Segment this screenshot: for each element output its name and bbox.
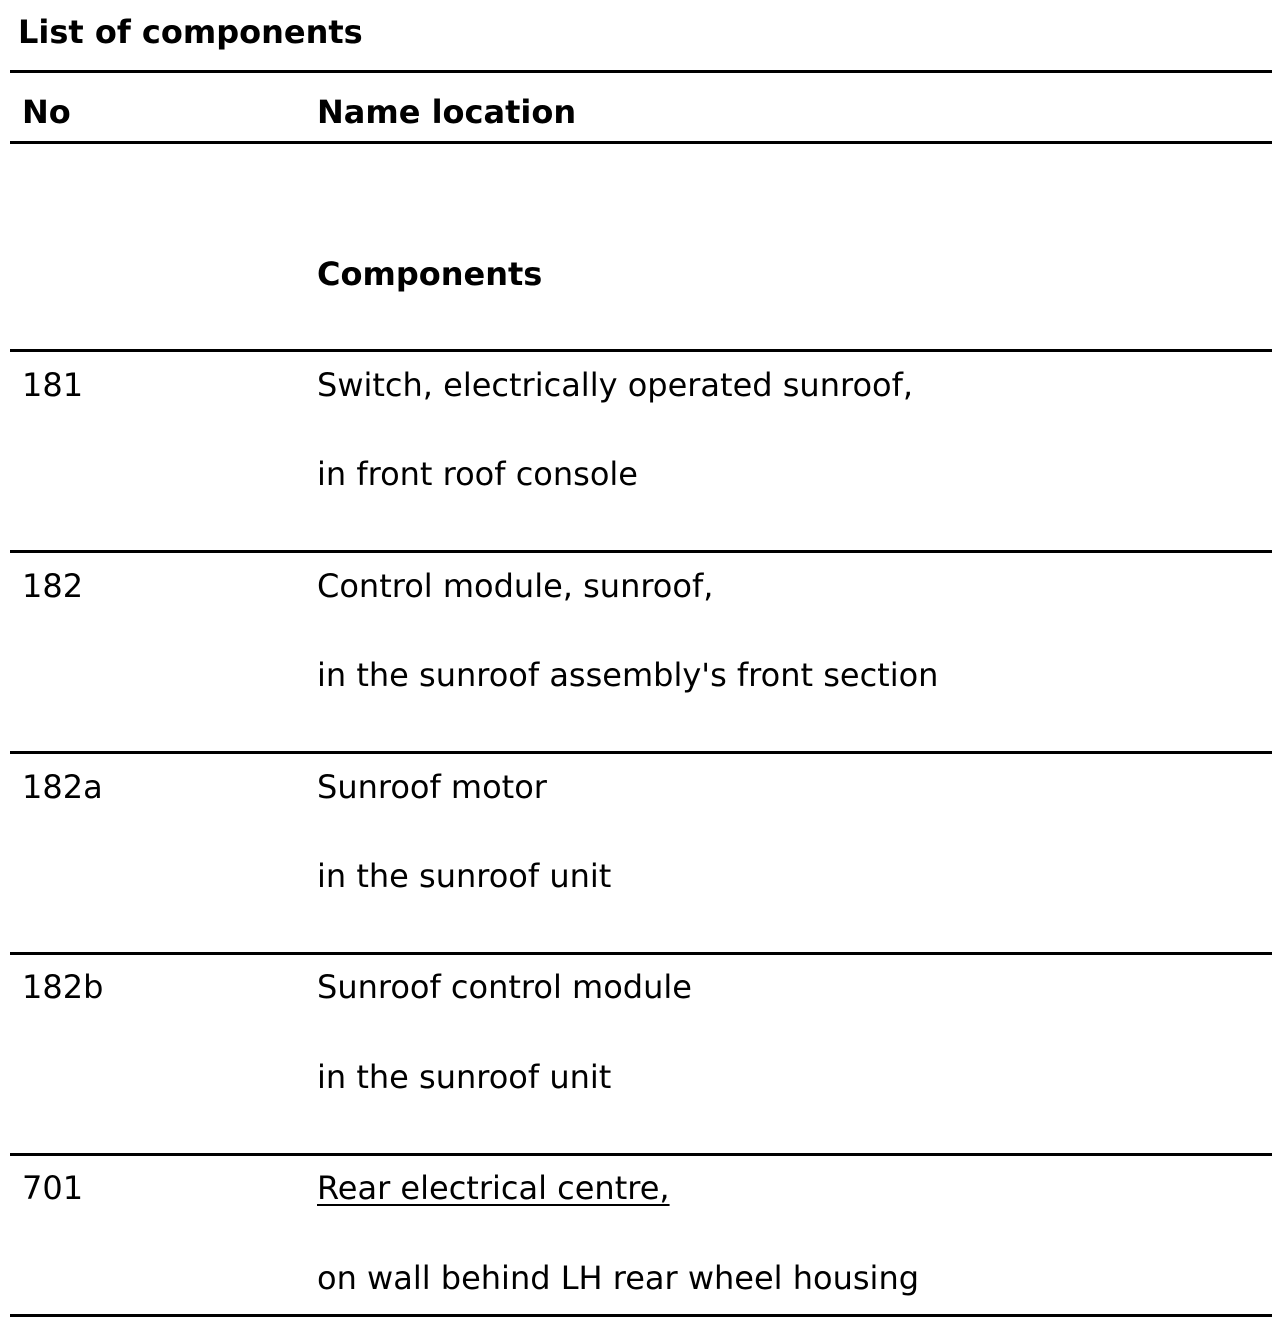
page-title: List of components: [18, 13, 363, 51]
component-location: in front roof console: [317, 455, 638, 493]
header-bottom-rule: [10, 141, 1272, 144]
row-divider: [10, 952, 1272, 955]
component-number: 182: [22, 567, 84, 605]
component-name: Sunroof motor: [317, 768, 547, 806]
component-name: Switch, electrically operated sunroof,: [317, 366, 914, 404]
component-number: 182b: [22, 968, 104, 1006]
component-location: in the sunroof unit: [317, 857, 612, 895]
component-number: 701: [22, 1169, 84, 1207]
column-header-no: No: [22, 93, 71, 131]
component-number: 181: [22, 366, 84, 404]
component-location: in the sunroof assembly's front section: [317, 656, 939, 694]
column-header-name-location: Name location: [317, 93, 577, 131]
component-number: 182a: [22, 768, 103, 806]
table-top-rule: [10, 70, 1272, 73]
section-label: Components: [317, 255, 543, 293]
component-location: on wall behind LH rear wheel housing: [317, 1259, 920, 1297]
component-location: in the sunroof unit: [317, 1058, 612, 1096]
row-divider: [10, 751, 1272, 754]
table-bottom-rule: [10, 1314, 1272, 1317]
row-divider: [10, 349, 1272, 352]
component-name: Control module, sunroof,: [317, 567, 714, 605]
row-divider: [10, 1153, 1272, 1156]
row-divider: [10, 550, 1272, 553]
component-name: Rear electrical centre,: [317, 1169, 670, 1207]
component-name: Sunroof control module: [317, 968, 692, 1006]
